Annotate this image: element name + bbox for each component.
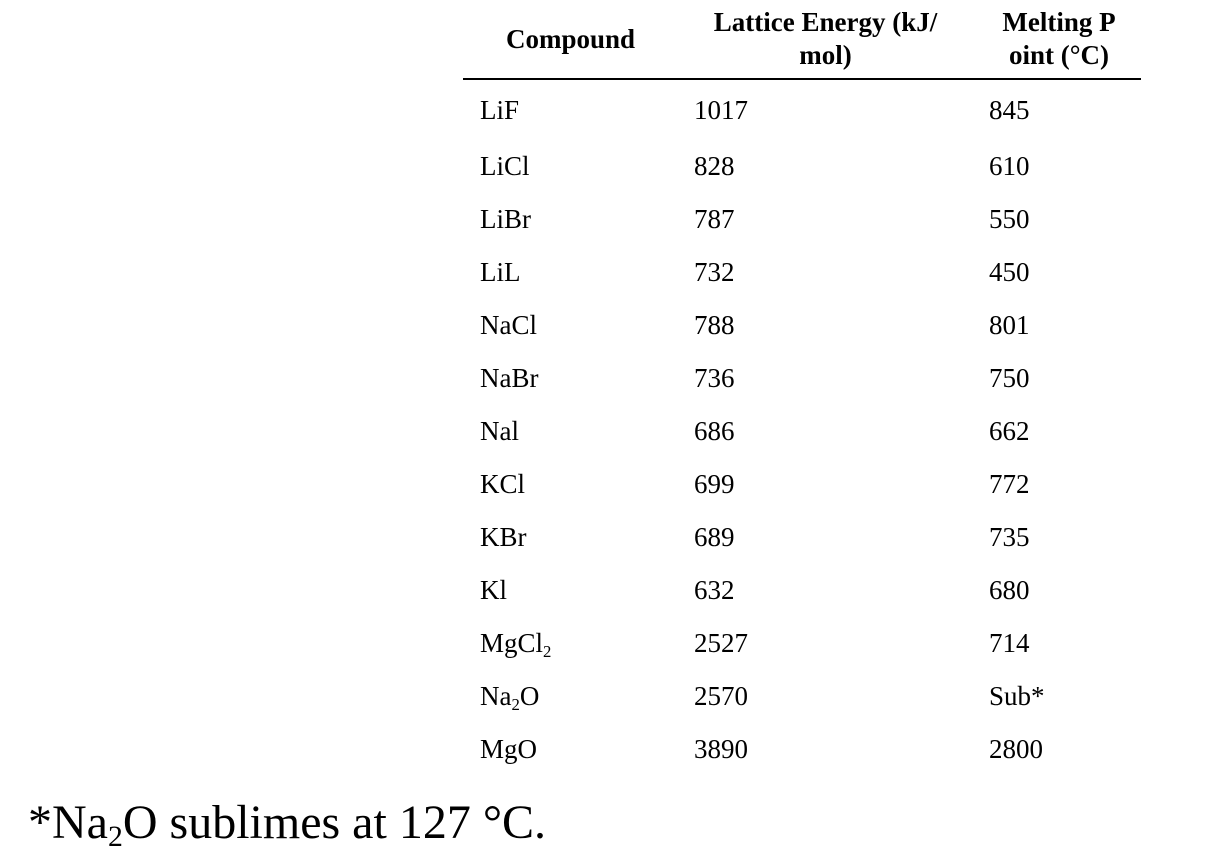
cell-melting-point: 662 — [989, 416, 1030, 446]
table-row — [463, 193, 1141, 246]
table-header — [463, 0, 1141, 79]
cell-compound — [463, 670, 678, 723]
cell-compound — [463, 140, 678, 193]
compound-formula: MgO — [480, 734, 538, 764]
table-row — [463, 405, 1141, 458]
compound-formula: Kl — [480, 575, 507, 605]
table-row — [463, 458, 1141, 511]
footnote-subscript: 2 — [107, 820, 123, 854]
compound-formula: KBr — [480, 522, 527, 552]
header-row — [463, 0, 1141, 79]
cell-melting-point: 2800 — [989, 734, 1043, 764]
cell-lattice-energy: 699 — [694, 469, 735, 499]
cell-lattice-energy: 3890 — [694, 734, 748, 764]
compound-formula: Na — [480, 681, 512, 711]
cell-melting-point: 550 — [989, 204, 1030, 234]
cell-compound — [463, 193, 678, 246]
table-row — [463, 299, 1141, 352]
cell-lattice-energy: 828 — [694, 151, 735, 181]
cell-melting-point: 772 — [989, 469, 1030, 499]
compound-subscript: 2 — [511, 694, 520, 714]
cell-lattice-energy: 632 — [694, 575, 735, 605]
footnote — [28, 793, 546, 853]
footnote-prefix: *Na — [28, 796, 108, 849]
cell-lattice-energy: 732 — [694, 257, 735, 287]
cell-melting-point: 801 — [989, 310, 1030, 340]
compound-formula: NaBr — [480, 363, 539, 393]
compound-formula: Nal — [480, 416, 519, 446]
table-row — [463, 352, 1141, 405]
header-lattice-energy-line-2: mol) — [799, 40, 852, 70]
cell-lattice-energy: 788 — [694, 310, 735, 340]
cell-melting-point: 750 — [989, 363, 1030, 393]
footnote-suffix: O sublimes at 127 °C. — [122, 796, 547, 849]
cell-compound — [463, 617, 678, 670]
cell-lattice-energy: 787 — [694, 204, 735, 234]
header-melting-point-line-1: Melting P — [1002, 7, 1116, 37]
compound-formula-tail: O — [519, 681, 540, 711]
cell-lattice-energy: 2527 — [694, 628, 748, 658]
cell-melting-point: Sub* — [989, 681, 1045, 711]
header-compound-line-1: Compound — [505, 23, 636, 54]
header-lattice-energy — [678, 0, 973, 79]
cell-compound — [463, 352, 678, 405]
header-lattice-energy-line-1: Lattice Energy (kJ/ — [713, 7, 938, 37]
header-melting-point — [973, 0, 1141, 79]
table-row — [463, 79, 1141, 140]
compound-formula: NaCl — [480, 310, 537, 340]
cell-lattice-energy: 1017 — [694, 94, 748, 125]
data-table-container — [463, 0, 1141, 776]
cell-lattice-energy: 686 — [694, 416, 735, 446]
table-row — [463, 140, 1141, 193]
cell-melting-point: 610 — [989, 151, 1030, 181]
table-row — [463, 617, 1141, 670]
lattice-energy-table — [463, 0, 1141, 776]
table-body — [463, 79, 1141, 776]
table-row — [463, 511, 1141, 564]
cell-compound — [463, 405, 678, 458]
cell-lattice-energy: 736 — [694, 363, 735, 393]
table-row — [463, 564, 1141, 617]
cell-compound — [463, 246, 678, 299]
cell-compound — [463, 458, 678, 511]
compound-formula: MgCl — [480, 628, 544, 658]
compound-subscript: 2 — [543, 641, 552, 661]
compound-formula: LiL — [480, 257, 521, 287]
cell-compound — [463, 723, 678, 776]
header-compound — [463, 0, 678, 79]
cell-melting-point: 450 — [989, 257, 1030, 287]
table-row — [463, 246, 1141, 299]
cell-melting-point: 714 — [989, 628, 1030, 658]
cell-compound — [463, 299, 678, 352]
compound-formula: LiBr — [480, 204, 531, 234]
cell-lattice-energy: 689 — [694, 522, 735, 552]
compound-formula: KCl — [480, 469, 526, 499]
table-row — [463, 670, 1141, 723]
cell-melting-point: 680 — [989, 575, 1030, 605]
cell-lattice-energy: 2570 — [694, 681, 748, 711]
cell-compound — [463, 564, 678, 617]
cell-melting-point: 735 — [989, 522, 1030, 552]
compound-formula: LiCl — [480, 151, 530, 181]
header-melting-point-line-2: oint (°C) — [1008, 40, 1110, 70]
table-row — [463, 723, 1141, 776]
cell-compound — [463, 511, 678, 564]
compound-formula: LiF — [480, 94, 520, 125]
cell-melting-point: 845 — [989, 94, 1030, 125]
cell-compound — [463, 79, 678, 140]
